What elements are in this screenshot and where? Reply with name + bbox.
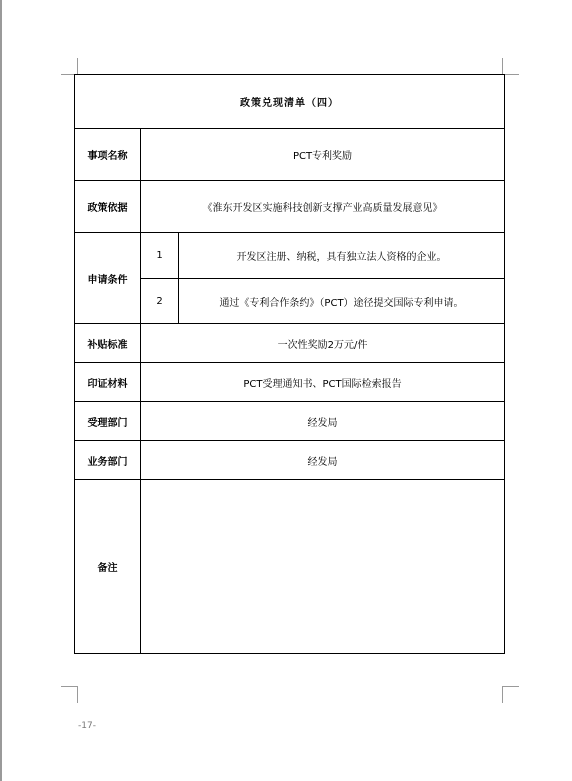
policy-basis-value: 《淮东开发区实施科技创新支撑产业高质量发展意见》 bbox=[141, 181, 505, 233]
item-name-value: PCT专利奖励 bbox=[141, 129, 505, 181]
remarks-value bbox=[141, 480, 505, 654]
crop-mark-bottom-left bbox=[61, 686, 78, 703]
condition-number: 2 bbox=[141, 279, 179, 324]
conditions-label: 申请条件 bbox=[75, 233, 141, 324]
page-left-edge bbox=[0, 0, 2, 781]
business-dept-label: 业务部门 bbox=[75, 441, 141, 480]
policy-basis-label: 政策依据 bbox=[75, 181, 141, 233]
policy-table bbox=[74, 74, 505, 654]
accepting-dept-label: 受理部门 bbox=[75, 402, 141, 441]
proof-materials-value: PCT受理通知书、PCT国际检索报告 bbox=[141, 363, 505, 402]
condition-text: 通过《专利合作条约》（PCT）途径提交国际专利申请。 bbox=[179, 279, 505, 324]
crop-mark-top-left bbox=[61, 58, 78, 75]
page-number: -17- bbox=[78, 721, 96, 731]
crop-mark-bottom-right bbox=[502, 686, 519, 703]
subsidy-standard-label: 补贴标准 bbox=[75, 324, 141, 363]
condition-number: 1 bbox=[141, 233, 179, 279]
item-name-label: 事项名称 bbox=[75, 129, 141, 181]
document-title: 政策兑现清单（四） bbox=[75, 75, 505, 129]
subsidy-standard-value: 一次性奖励2万元/件 bbox=[141, 324, 505, 363]
accepting-dept-value: 经发局 bbox=[141, 402, 505, 441]
proof-materials-label: 印证材料 bbox=[75, 363, 141, 402]
crop-mark-top-right bbox=[502, 58, 519, 75]
condition-text: 开发区注册、纳税，具有独立法人资格的企业。 bbox=[179, 233, 505, 279]
remarks-label: 备注 bbox=[75, 480, 141, 654]
business-dept-value: 经发局 bbox=[141, 441, 505, 480]
